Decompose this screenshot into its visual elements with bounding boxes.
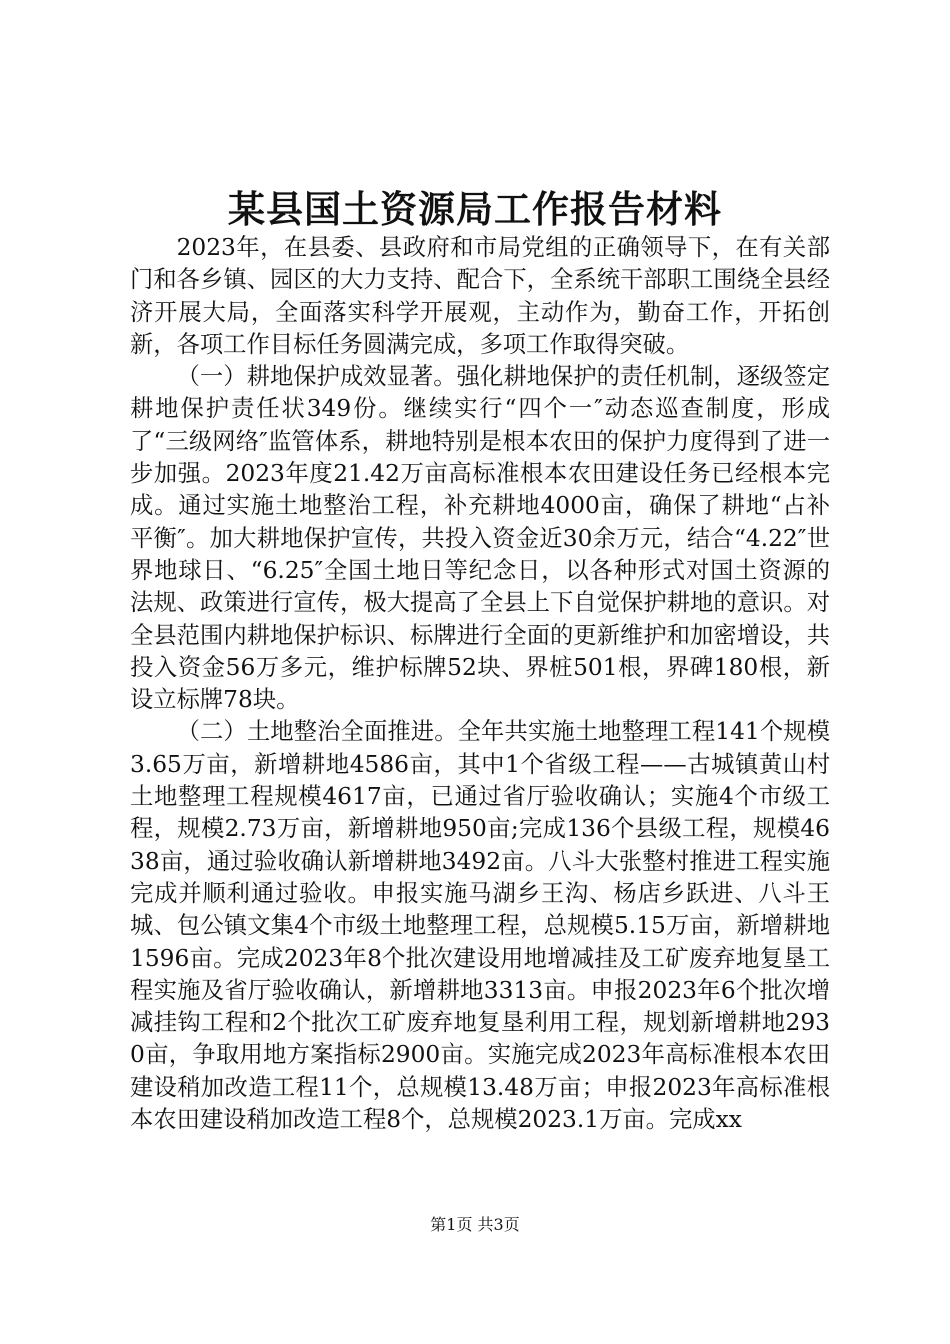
paragraph-land-consolidation: （二）土地整治全面推进。全年共实施土地整理工程141个规模3.65万亩，新增耕地4586亩，其中1个省级工程——古城镇黄山村土地整理工程规模4617亩，已通过省厅验收确认；实施4个市级工程，规模2.73万亩，新增耕地950亩;完成136个县级工程，规模4638亩，通过验收确认新增耕地3492亩。八斗大张整村推进工程实施完成并顺利通过验收。申报实施马湖乡王沟、杨店乡跃进、八斗王城、包公镇文集4个市级土地整理工程，总规模5.15万亩，新增耕地1596亩。完成2023年8个批次建设用地增减挂及工矿废弃地复垦工程实施及省厅验收确认，新增耕地3313亩。申报2023年6个批次增减挂钩工程和2个批次工矿废弃地复垦利用工程，规划新增耕地2930亩，争取用地方案指标2900亩。实施完成2023年高标准根本农田建设稍加改造工程11个，总规模13.48万亩；申报2023年高标准根本农田建设稍加改造工程8个，总规模2023.1万亩。完成xx	[130, 718, 830, 1134]
paragraph-farmland-protection: （一）耕地保护成效显著。强化耕地保护的责任机制，逐级签定耕地保护责任状349份。继续实行“四个一″动态巡查制度，形成了“三级网络″监管体系，耕地特别是根本农田的保护力度得到了进一步加强。2023年度21.42万亩高标准根本农田建设任务已经根本完成。通过实施土地整治工程，补充耕地4000亩，确保了耕地“占补平衡″。加大耕地保护宣传，共投入资金近30余万元，结合“4.22″世界地球日、“6.25″全国土地日等纪念日，以各种形式对国土资源的法规、政策进行宣传，极大提高了全县上下自觉保护耕地的意识。对全县范围内耕地保护标识、标牌进行全面的更新维护和加密增设，共投入资金56万多元，维护标牌52块、界桩501根，界碑180根，新设立标牌78块。	[130, 363, 830, 714]
document-body	[130, 232, 830, 1136]
document-title: 某县国土资源局工作报告材料	[228, 187, 722, 231]
paragraph-intro: 2023年，在县委、县政府和市局党组的正确领导下，在有关部门和各乡镇、园区的大力支持、配合下，全系统干部职工围绕全县经济开展大局，全面落实科学开展观，主动作为，勤奋工作，开拓创新，各项工作目标任务圆满完成，多项工作取得突破。	[130, 234, 830, 358]
page-number-footer: 第1页 共3页	[430, 1215, 520, 1234]
